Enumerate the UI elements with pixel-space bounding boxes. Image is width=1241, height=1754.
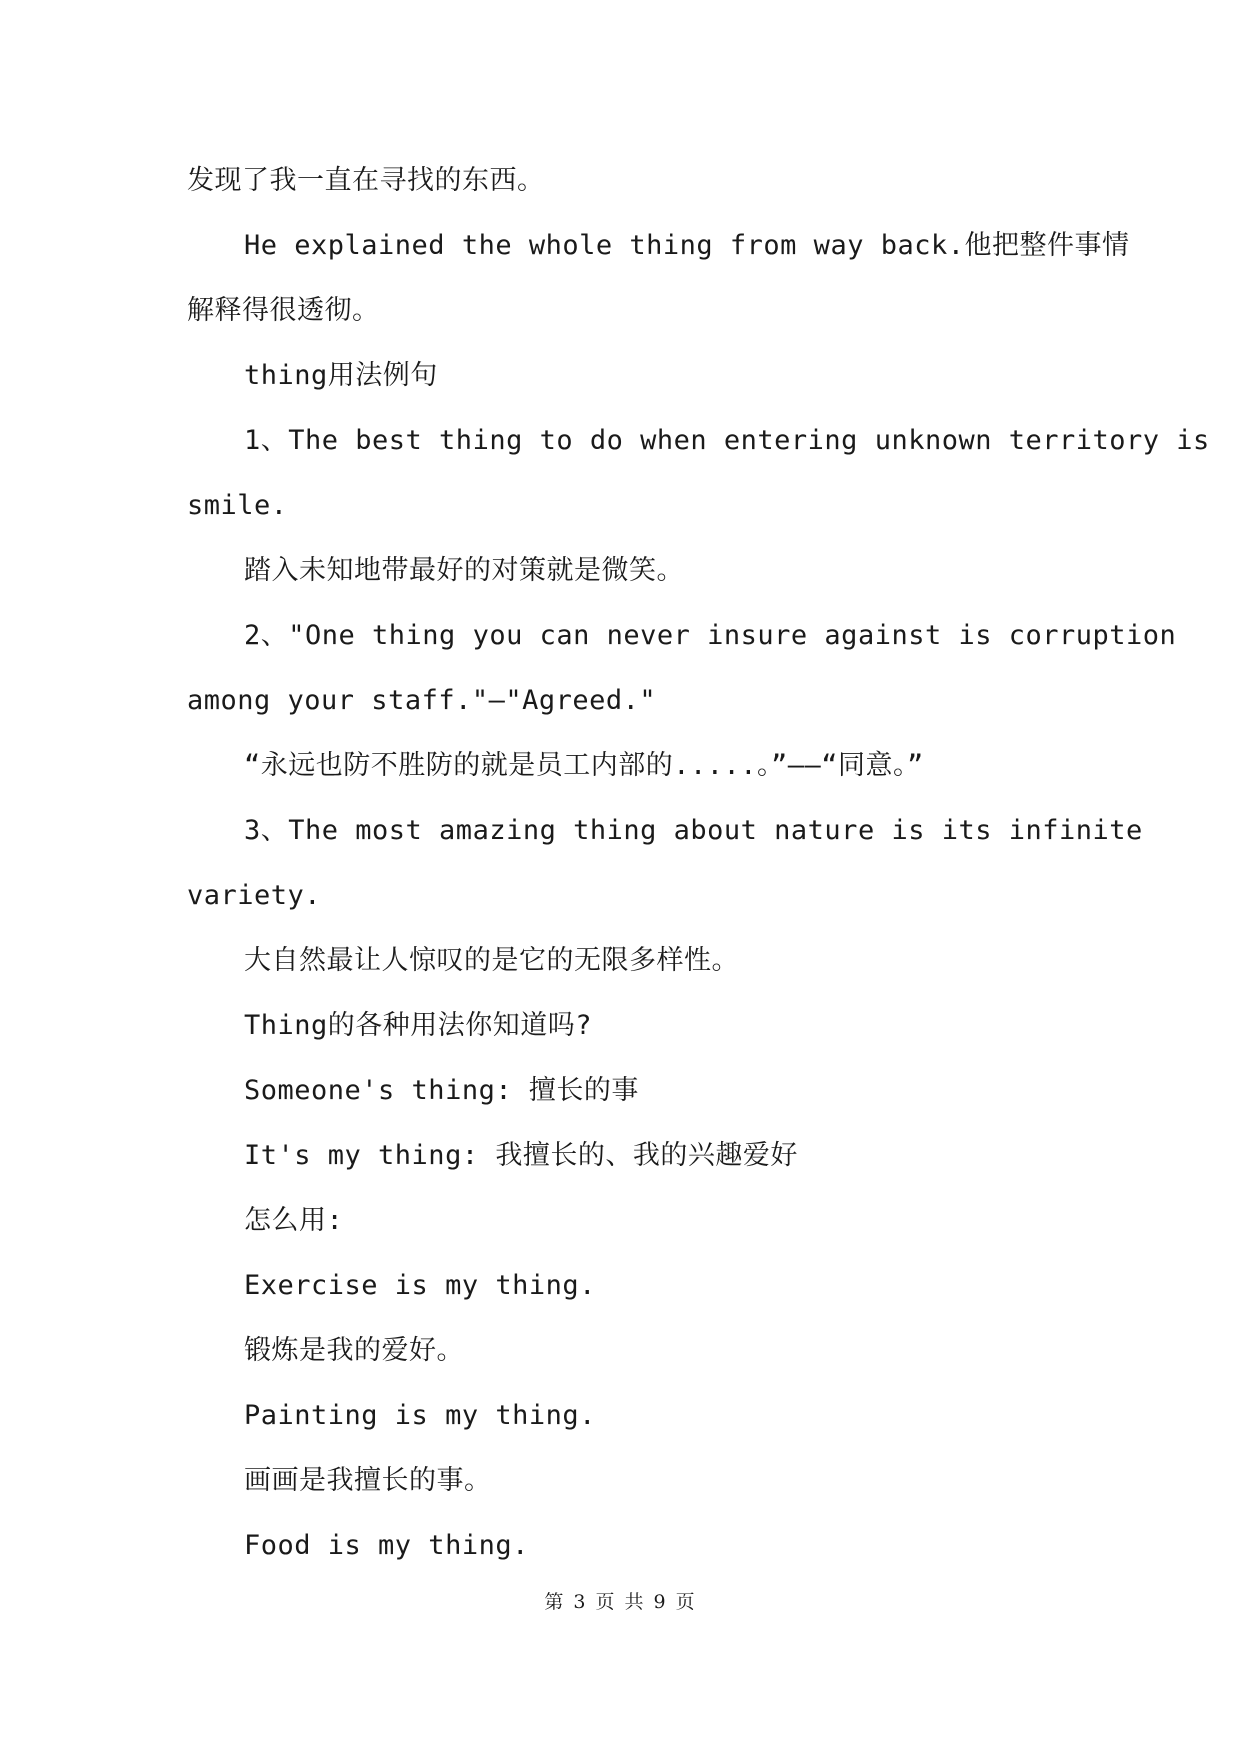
text-line: Exercise is my thing. [244, 1270, 596, 1301]
text-line: thing用法例句 [244, 360, 438, 391]
text-line: among your staff."—"Agreed." [187, 685, 657, 716]
text-line: 锻炼是我的爱好。 [244, 1335, 464, 1366]
text-line: “永远也防不胜防的就是员工内部的.....。”——“同意。” [244, 750, 924, 781]
text-line: It's my thing: 我擅长的、我的兴趣爱好 [244, 1140, 798, 1171]
text-line: 怎么用: [244, 1205, 344, 1236]
text-line: Food is my thing. [244, 1530, 529, 1561]
text-line: 画画是我擅长的事。 [244, 1465, 492, 1496]
text-line: 1、The best thing to do when entering unknown territory is [244, 425, 1210, 456]
text-line: Painting is my thing. [244, 1400, 596, 1431]
text-line: Thing的各种用法你知道吗? [244, 1010, 593, 1041]
text-line: smile. [187, 490, 288, 521]
text-line: 解释得很透彻。 [187, 295, 380, 326]
text-line: variety. [187, 880, 322, 911]
text-line: 3、The most amazing thing about nature is its infinite [244, 815, 1143, 846]
text-line: 发现了我一直在寻找的东西。 [187, 165, 545, 196]
text-line: 大自然最让人惊叹的是它的无限多样性。 [244, 945, 739, 976]
text-line: Someone's thing: 擅长的事 [244, 1075, 639, 1106]
text-line: He explained the whole thing from way back.他把整件事情 [244, 230, 1130, 261]
text-line: 2、"One thing you can never insure against is corruption [244, 620, 1177, 651]
page-footer: 第 3 页 共 9 页 [544, 1591, 697, 1613]
text-line: 踏入未知地带最好的对策就是微笑。 [244, 555, 684, 586]
